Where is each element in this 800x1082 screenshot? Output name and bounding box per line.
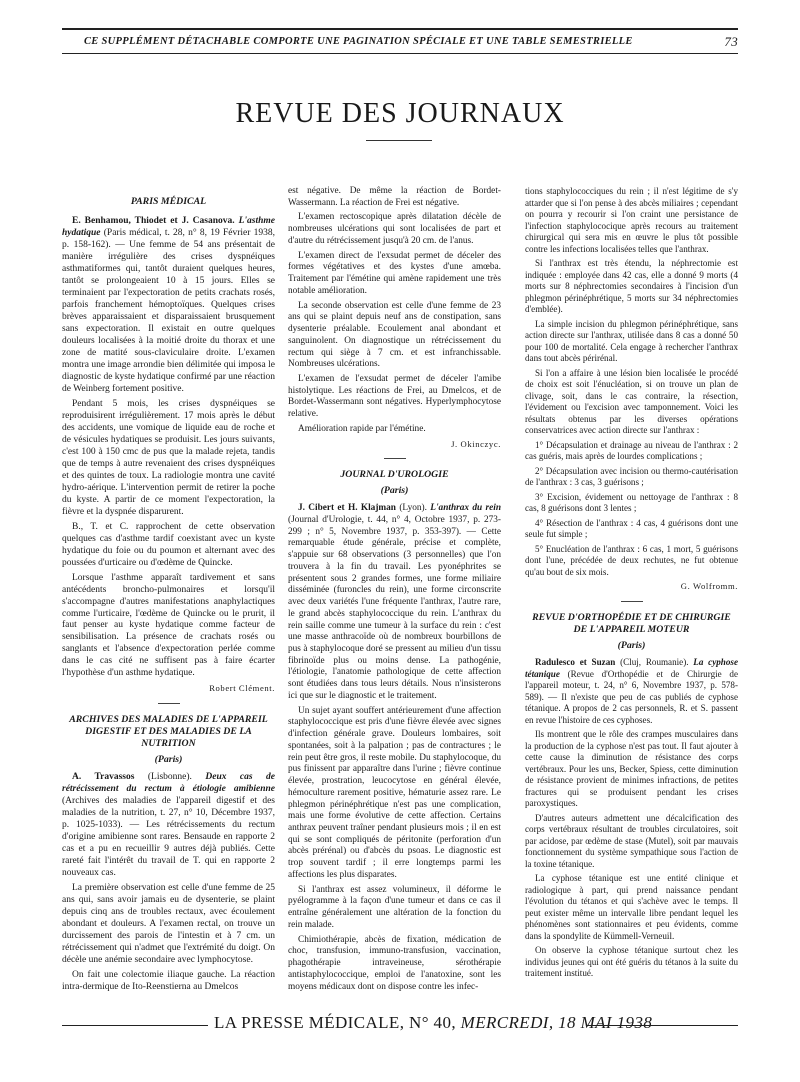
- title-rule: [366, 140, 432, 141]
- list-item: 1° Décapsulation et drainage au niveau de l'anthrax : 2 cas guéris, mais après de lourdes complications ;: [525, 439, 738, 461]
- paragraph: Si l'anthrax est très étendu, la néphrectomie est indiquée : employée dans 42 cas, elle a donné 9 morts (4 morts sur 8 néphrectomies secondaires à l'incision d'un phlegmon périnéphrétique, 5 morts sur 34 néphrectomies d'emblée).: [525, 258, 738, 314]
- running-head-text: CE SUPPLÉMENT DÉTACHABLE COMPORTE UNE PAGINATION SPÉCIALE ET UNE TABLE SEMESTRIELLE: [84, 36, 633, 47]
- signature: G. Wolfromm.: [680, 581, 738, 591]
- paragraph: L'examen rectoscopique après dilatation décèle de nombreuses ulcérations qui sont localisées de part et d'autre du rétrécissement jusqu'à 20 cm. de l'anus.: [288, 212, 501, 246]
- footer-rule-left: [62, 1025, 208, 1026]
- section-subtitle: (Paris): [154, 754, 183, 766]
- section-title-archives: ARCHIVES DES MALADIES DE L'APPAREIL DIGESTIF ET DES MALADIES DE LA NUTRITION: [69, 714, 268, 750]
- paragraph: L'examen direct de l'exsudat permet de déceler des formes végétatives et des kystes d'une amœba. Traitement par l'émétine qui amène rapidement une très notable amélioration.: [288, 250, 501, 296]
- article-title: Deux cas de rétrécissement du rectum à étiologie amibienne: [62, 772, 275, 795]
- paragraph: L'examen de l'exsudat permet de déceler l'amibe histolytique. Les réactions de Frei, au Dmelcos, et de Bordet-Wassermann sont négatives. Hyperlymphocytose relative.: [288, 374, 501, 420]
- article-text: (Archives des maladies de l'appareil digestif et des maladies de la nutrition, t. 27, n° 10, Décembre 1937, p. 1025-1033). — Les rétrécissements du rectum d'origine amibienne sont rares. Bensaude en rapporte 2 cas et a pu en recueillir 9 autres déjà publiés. Cette rareté fait l'intérêt du travail de T. qui en rapporte 2 nouveaux cas.: [62, 796, 275, 879]
- paragraph: Lorsque l'asthme apparaît tardivement et sans antécédents broncho-pulmonaires et lorsqu'il s'accompagne d'autres manifestations anaphylactiques comme l'urticaire, l'œdème de Quincke ou le prurit, il faut penser au kyste hydatique comme facteur de sensibilisation. La présence de crachats rosés ou sanglants et l'absence d'expectoration perlée comme dans le cas cité ne suffisent pas à faire écarter l'hypothèse d'un asthme hydatique.: [62, 572, 275, 679]
- article-travassos: [62, 772, 275, 880]
- footer-rule-right: [586, 1025, 738, 1026]
- paragraph: La cyphose tétanique est une entité clinique et radiologique à part, qui prend naissance pendant l'évolution du tétanos et qui s'achève avec le temps. Il peut exister même un intervalle libre pendant lequel les phénomènes sont stationnaires et peu évidents, comme dans la spondylite de Kümmell-Verneuil.: [525, 873, 738, 941]
- list-item: 4° Résection de l'anthrax : 4 cas, 4 guérisons dont une seule fut simple ;: [525, 517, 738, 539]
- header-rule: [62, 53, 738, 54]
- section-divider: [621, 601, 643, 602]
- paragraph: Ils montrent que le rôle des crampes musculaires dans la production de la cyphose n'est pas tout. Il faut ajouter à cette cause la diminution de résistance des corps vertébraux. Pour les uns, Becker, Spiess, cette diminution de résistance provient de minimes infractions, de petites fractures qui se produisent pendant les crises paroxystiques.: [525, 729, 738, 808]
- section-divider: [158, 703, 180, 704]
- article-benhamou: [62, 216, 275, 396]
- section-title-orthopedie: REVUE D'ORTHOPÉDIE ET DE CHIRURGIE DE L'APPAREIL MOTEUR: [532, 611, 731, 635]
- paragraph: Si l'anthrax est assez volumineux, il déforme le pyélogramme à la façon d'une tumeur et dans ce cas il entraîne généralement une altération de la fonction du rein malade.: [288, 884, 501, 930]
- paragraph: tions staphylococciques du rein ; il n'est légitime de s'y attarder que si l'on pense à des abcès miliaires ; cependant on pourra y recourir si l'on craint une persistance de l'infection staphylococique après recours au traitement chirurgical qui sera mis en œuvre le plus tôt possible contre les infections localisées telles que l'anthrax.: [525, 186, 738, 254]
- section-subtitle: (Paris): [617, 639, 646, 651]
- article-authors: Radulesco et Suzan: [535, 657, 616, 667]
- column-2: [288, 186, 501, 996]
- footer: [214, 1013, 652, 1033]
- paragraph: La première observation est celle d'une femme de 25 ans qui, sans avoir jamais eu de dysenterie, se plaint depuis cinq ans de troubles rectaux, avec écoulement abondant et douleurs. A l'examen rectal, on trouve un durcissement des parois de l'intestin et à 7 cm. un rétrécissement qui n'admet que l'extrémité du doigt. On décèle une anémie secondaire avec lymphocytose.: [62, 883, 275, 966]
- top-rule: [62, 28, 738, 30]
- signature: Robert Clément.: [209, 683, 275, 694]
- paragraph: On observe la cyphose tétanique surtout chez les individus jeunes qui ont été guéris du tétanos à la suite du traitement institué.: [525, 945, 738, 978]
- section-subtitle: (Paris): [380, 485, 409, 497]
- article-title: L'anthrax du rein: [430, 503, 501, 514]
- paragraph: Un sujet ayant souffert antérieurement d'une affection staphylococcique est pris d'une fièvre élevée avec signes d'infection générale grave. Douleurs lombaires, soit spontanées, soit à la palpation ; pas de contractures ; le rein peut être gros, il reste mobile. Du staphylocoque, du pus finissent par apparaître dans l'urine ; fièvre continue élevée, prostration, leucocytose en général élevée, hémoculture rarement positive, hématurie assez rare. Le phlegmon périnéphrétique n'est pas une complication, mais une forme évolutive de cette affection. Certains anthrax peuvent traîner pendant plusieurs mois ; il en est qui se sont compliqués de péritonite (perforation d'un abcès prérénal) ou d'abcès du psoas. Le diagnostic est trop souvent tardif ; il erre longtemps parmi les affections les plus disparates.: [288, 705, 501, 880]
- article-title: La cyphose tétanique: [525, 657, 738, 679]
- paragraph: La simple incision du phlegmon périnéphrétique, sans action directe sur l'anthrax, utilisée dans 8 cas a donné 50 pour 100 de mortalité. Cela engage à rechercher l'anthrax dans tout abcès périrénal.: [525, 318, 738, 363]
- article-authors: E. Benhamou, Thiodet et J. Casanova.: [72, 216, 235, 226]
- footer-date: MERCREDI, 18 MAI 1938: [460, 1013, 653, 1032]
- list-item: 5° Enucléation de l'anthrax : 6 cas, 1 mort, 5 guérisons dont l'une, précédée de deux rechutes, ne fut obtenue qu'au bout de six mois.: [525, 543, 738, 577]
- article-text: (Revue d'Orthopédie et de Chirurgie de l'appareil moteur, t. 24, n° 6, Novembre 1937, p. 578-589). — Il n'existe que peu de cas publiés de cyphose tétanique. A propos de 2 cas personnels, R. et S. passent en revue l'histoire de ces cyphoses.: [525, 668, 738, 725]
- paragraph: B., T. et C. rapprochent de cette observation quelques cas d'asthme tardif coexistant avec un kyste hydatique du foie ou du poumon et alternant avec des poussées d'urticaire ou d'œdème de Quincke.: [62, 521, 275, 568]
- list-item: 2° Décapsulation avec incision ou thermo-cautérisation de l'anthrax : 3 cas, 3 guérisons ;: [525, 465, 738, 487]
- running-head: [62, 36, 738, 52]
- paragraph: Pendant 5 mois, les crises dyspnéiques se reproduisirent irrégulièrement. 17 mois après le début des accidents, une vomique de liquide eau de roche et de vésicules hydatiques se produisit. Les jours suivants, c'est 100 à 150 cmc de pus que la malade rejeta, tandis que de temps à autre revenaient des crises dyspnéiques et des quintes de toux. La radiologie montra une cavité hydro-aérique. L'intervention permit de retirer la poche du kyste. A partir de ce moment l'expectoration, la fièvre et la dyspnée disparurent.: [62, 398, 275, 517]
- section-divider: [384, 458, 406, 459]
- page-title: REVUE DES JOURNAUX: [235, 98, 565, 129]
- paragraph: est négative. De même la réaction de Bordet-Wassermann. La réaction de Frei est négative.: [288, 186, 501, 208]
- article-place: (Lisbonne).: [147, 772, 192, 783]
- signature: J. Okinczyc.: [451, 438, 501, 449]
- paragraph: La seconde observation est celle d'une femme de 23 ans qui se plaint depuis neuf ans de constipation, sans dysenterie préalable. Ecoulement anal abondant et sanguinolent. On diagnostique un rétrécissement du rectum qui siège à 7 cm. et est infranchissable. Nombreuses ulcérations.: [288, 300, 501, 370]
- article-authors: J. Cibert et H. Klajman: [298, 503, 396, 514]
- column-1: [62, 186, 275, 997]
- article-radulesco: [525, 657, 738, 726]
- paragraph: Amélioration rapide par l'émétine.: [298, 423, 426, 434]
- paragraph: Chimiothérapie, abcès de fixation, médication de choc, transfusion, immuno-transfusion, vaccination, phagothérapie intraveineuse, sérothérapie antistaphylococcique, emploi de l'anatoxine, sont les moyens médicaux dont on dispose contre les infec-: [288, 934, 501, 992]
- section-title-paris-medical: PARIS MÉDICAL: [130, 196, 207, 207]
- paragraph: Si l'on a affaire à une lésion bien localisée le procédé de choix est soit l'énucléation, si on trouve un plan de clivage, soit, dans le cas contraire, la résection, l'évidement ou l'excision avec tamponnement. Voici les résultats obtenus par les diverses opérations conservatrices avec action directe sur l'anthrax :: [525, 367, 738, 435]
- section-title-urologie: JOURNAL D'UROLOGIE: [340, 469, 449, 481]
- page-number: 73: [724, 34, 738, 49]
- article-authors: A. Travassos: [72, 772, 135, 783]
- column-3: [525, 186, 738, 983]
- article-text: (Paris médical, t. 28, n° 8, 19 Février 1938, p. 158-162). — Une femme de 54 ans présentait de manière irrégulière des crises dyspnéiques asthmatiformes qui, tantôt duraient quelques heures, tantôt se prolongeaient 10 à 15 jours. Elles se terminaient par l'expectoration de petits crachats rosés, parfois franchement hémoptoïques. Quelques crises brèves apparaissaient et disparaissaient brusquement sans expectoration. Il existait en outre quelques douleurs localisées à la moitié droite du thorax et une zone de matité sous-claviculaire droite. L'examen montra une image arrondie bien délimitée qui imposa le diagnostic de kyste hydatique confirmé par une réaction de Weinberg fortement positive.: [62, 227, 276, 394]
- article-title: L'asthme hydatique: [62, 216, 275, 238]
- list-item: 3° Excision, évidement ou nettoyage de l'anthrax : 8 cas, 8 guérisons dont 3 lentes ;: [525, 491, 738, 513]
- footer-journal: LA PRESSE MÉDICALE, N° 40,: [214, 1013, 456, 1032]
- paragraph: D'autres auteurs admettent une décalcification des corps vertébraux résultant de troubles circulatoires, soit par acidose, par œdème de stase (Mutel), soit par mauvais fonctionnement du système sympathique sous l'action de la toxine tétanique.: [525, 812, 738, 869]
- paragraph: On fait une colectomie iliaque gauche. La réaction intra-dermique de Ito-Reenstierna au Dmelcos: [62, 970, 275, 993]
- article-place: (Lyon).: [399, 503, 427, 514]
- article-place: (Cluj, Roumanie).: [620, 657, 689, 667]
- article-text: (Journal d'Urologie, t. 44, n° 4, Octobre 1937, p. 273-299 ; n° 5, Novembre 1937, p. 353-397). — Cette remarquable étude générale, précise et complète, s'appuie sur 68 observations (3 personnelles) que l'on trouvera à la fin du travail. Les pyonéphrites se présentent sous 2 grandes formes, une forme miliaire disséminée (furoncles du rein), une forme circonscrite avec deux variétés l'une fréquente l'anthrax, l'autre rare, le grand abcès staphylococcique du rein. L'anthrax du rein saille comme une tumeur à la surface du rein : c'est une masse anthracoïde où de nombreux bourbillons de pus à staphylocoque doré se pressent au milieu d'un tissu fibrinoïde plus ou moins dense. La pathogénie, l'étiologie, l'anatomie pathologique de cette affection sont étudiées dans tous leurs détails. Nous n'insisterons ici que sur le diagnostic et le traitement.: [288, 514, 501, 701]
- article-cibert: [288, 503, 501, 702]
